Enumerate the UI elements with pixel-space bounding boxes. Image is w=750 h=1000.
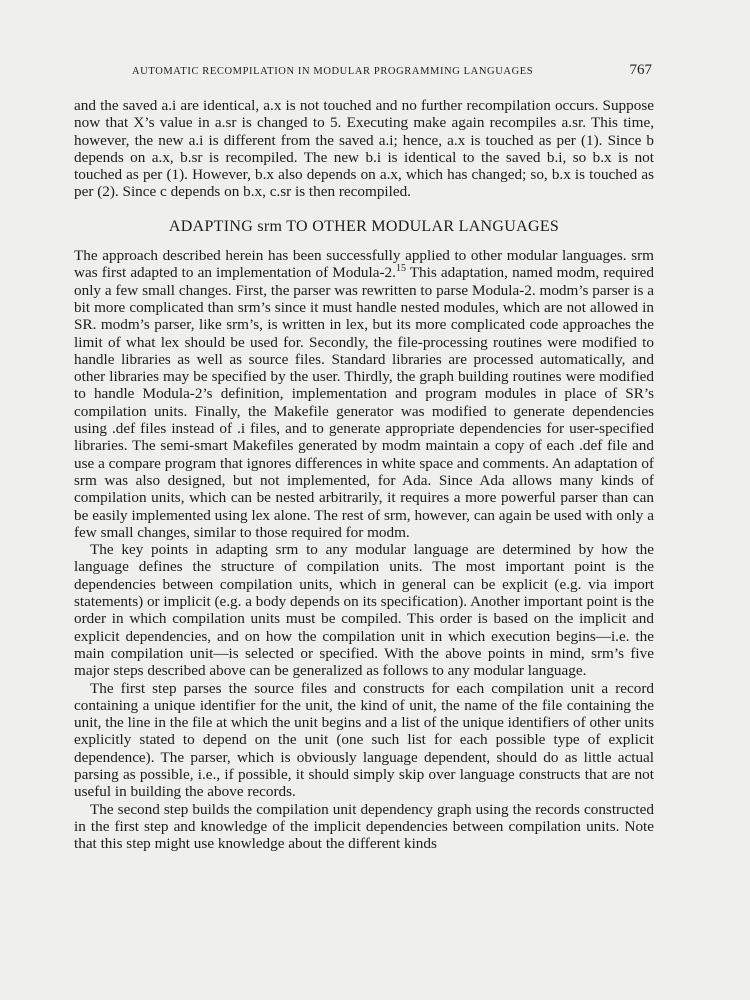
paragraph: and the saved a.i are identical, a.x is not touched and no further recompilation occurs. Suppose now that X’s value in a.sr is changed to 5. Executing make again recompiles a.sr. This time, however, the new a.i is different from the saved a.i; hence, a.x is touched as per (1). Since b depends on a.x, b.sr is recompiled. The new b.i is identical to the saved b.i, so b.x is not touched as per (1). However, b.x also depends on a.x, which has changed; so, b.x is touched as per (2). Since c depends on b.x, c.sr is then recompiled. bbox=[74, 97, 654, 201]
section-heading: ADAPTING srm TO OTHER MODULAR LANGUAGES bbox=[168, 217, 560, 235]
paragraph: The key points in adapting srm to any modular language are determined by how the language defines the structure of compilation units. The most important point is the dependencies between compilation units, which in general can be explicit (e.g. via import statements) or implicit (e.g. a body depends on its specification). Another important point is the order in which compilation units must be compiled. This order is based on the implicit and explicit dependencies, and on how the compilation unit in which execution begins—i.e. the main compilation unit—is selected or specified. With the above points in mind, srm’s five major steps described above can be generalized as follows to any modular language. bbox=[74, 541, 654, 680]
footnote-ref: 15 bbox=[395, 263, 406, 275]
running-title: AUTOMATIC RECOMPILATION IN MODULAR PROGRAMMING LANGUAGES bbox=[132, 66, 534, 77]
paragraph-start: The approach described herein has been successfully applied to other modular languages. srm was first adapted to an implementation of Modula-2. bbox=[74, 247, 654, 282]
paragraph: The second step builds the compilation unit dependency graph using the records constructed in the first step and knowledge of the implicit dependencies between compilation units. Note that this step might use knowledge about the different kinds bbox=[74, 800, 654, 853]
running-header bbox=[132, 62, 652, 78]
body-text bbox=[74, 97, 654, 852]
paragraph: The first step parses the source files and constructs for each compilation unit a record containing a unique identifier for the unit, the kind of unit, the name of the file containing the unit, the line in the file at which the unit begins and a list of the unique identifiers of other units explicitly stated to depend on the unit (one such list for each possible type of explicit dependence). The parser, which is obviously language dependent, should do as little actual parsing as possible, i.e., if possible, it should simply skip over language constructs that are not useful in building the above records. bbox=[74, 679, 654, 801]
paragraph-continuation: This adaptation, named modm, required only a few small changes. First, the parser was rewritten to parse Modula-2. modm’s parser is a bit more complicated than srm’s since it must handle nested modules, which are not allowed in SR. modm’s parser, like srm’s, is written in lex, but its more complicated code approaches the limit of what lex should be used for. Secondly, the file-processing routines were modified to handle libraries as well as source files. Standard libraries are processed automatically, and other libraries may be specified by the user. Thirdly, the graph building routines were modified to handle Modula-2’s definition, implementation and program modules in place of SR’s compilation units. Finally, the Makefile generator was modified to generate dependencies using .def files instead of .i files, and to generate appropriate dependencies for user-specified libraries. The semi-smart Makefiles generated by modm maintain a copy of each .def file and use a compare program that ignores differences in white space and comments. An adaptation of srm was also designed, but not implemented, for Ada. Since Ada allows many kinds of compilation units, which can be nested arbitrarily, it requires a more powerful parser than can be easily implemented using lex alone. The rest of srm, however, can again be used with only a few small changes, similar to those required for modm. bbox=[74, 264, 654, 541]
paragraph bbox=[74, 247, 654, 541]
page-number: 767 bbox=[629, 62, 652, 78]
